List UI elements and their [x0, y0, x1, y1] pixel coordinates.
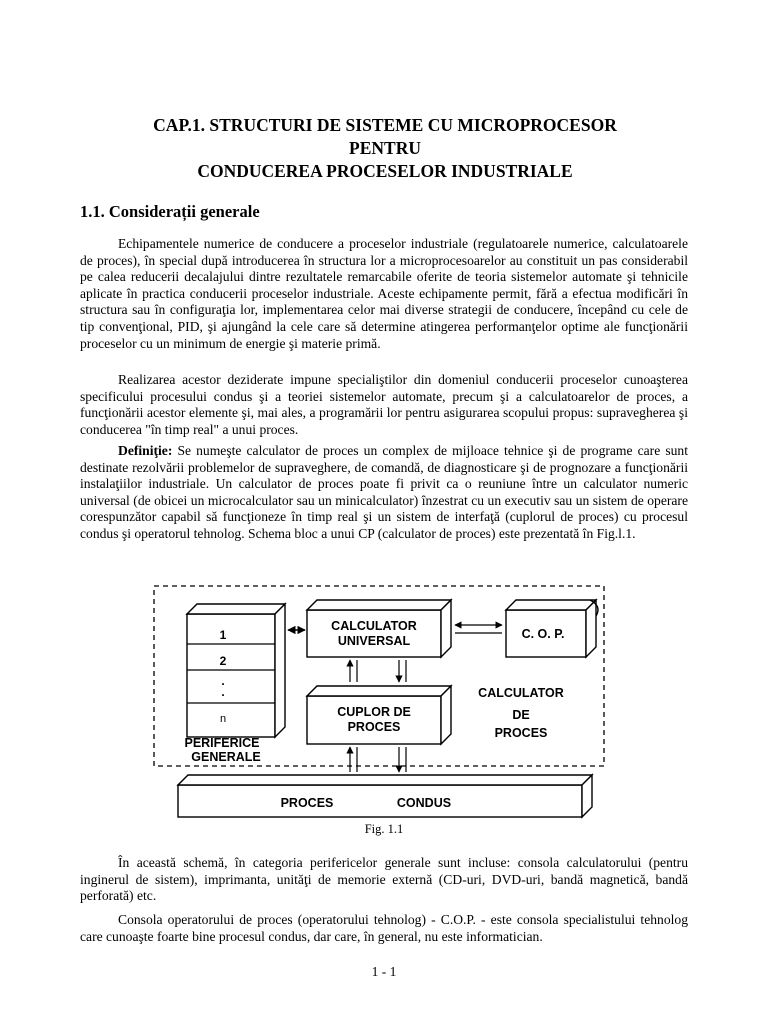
- cop-box: [506, 600, 598, 657]
- stack-label-n: n: [219, 713, 227, 725]
- block-diagram: [150, 578, 610, 823]
- peripherals-label-line1: PERIFERICE: [184, 736, 260, 750]
- calc-proces-line3: PROCES: [494, 726, 548, 740]
- proces-label: PROCES: [280, 796, 334, 810]
- chapter-title-line2: PENTRU: [349, 138, 421, 158]
- block-diagram-figure: [150, 578, 610, 823]
- chapter-title-line3: CONDUCEREA PROCESELOR INDUSTRIALE: [197, 161, 573, 181]
- section-heading: 1.1. Considerații generale: [80, 202, 260, 221]
- paragraph-4: În această schemă, în categoria perifericelor generale sunt incluse: consola calculatorului (pentru inginerul de sistem), imprimanta, unităţi de memorie externă (CD-uri, DVD-uri, bandă magnetică, bandă perforată) etc.: [80, 855, 688, 904]
- arrow-cuplor-proces: [350, 747, 406, 772]
- figure-caption: Fig. 1.1: [364, 822, 404, 836]
- peripherals-label-line2: GENERALE: [191, 750, 261, 764]
- chapter-title: [80, 114, 690, 183]
- stack-label-2: 2: [219, 654, 227, 668]
- stack-label-1: 1: [219, 628, 227, 642]
- paragraph-1: Echipamentele numerice de conducere a proceselor industriale (regulatoarele numerice, calculatoarele de proces), în special după introducerea în structura lor a microprocesoarelor au constituit un pas considerabil pe calea reducerii decalajului dintre rezultatele remarcabile oferite de teoria sistemelor automate şi tehnicile aplicate în practica conducerii proceselor industriale. Aceste echipamente permit, fără a efectua modificări în structura sau în configuraţia lor, implementarea celor mai diverse strategii de conducere, începând cu cele de tip convenţional, PID, şi ajungând la cele care să determine atingerea performanţelor optime ale funcţionării proceselor cu un minimum de energie şi materie primă.: [80, 236, 688, 351]
- cuplor-proces-box: [307, 686, 451, 744]
- calc-universal-line2: UNIVERSAL: [337, 634, 411, 648]
- definition-label: Definiţie:: [118, 443, 173, 458]
- calc-proces-line1: CALCULATOR: [478, 686, 564, 700]
- cop-label: C. O. P.: [521, 627, 565, 641]
- calc-universal-line1: CALCULATOR: [331, 619, 417, 633]
- stack-label-dot-2: .: [221, 685, 225, 699]
- chapter-title-line1: CAP.1. STRUCTURI DE SISTEME CU MICROPROCESOR: [153, 115, 617, 135]
- calc-proces-line2: DE: [512, 708, 530, 722]
- stack-label-dot-1: .: [221, 674, 225, 688]
- proces-condus-slab: [178, 775, 592, 817]
- definition-text: Se numeşte calculator de proces un complex de mijloace tehnice şi de programe care sunt destinate rezolvării problemelor de supraveghere, de comandă, de diagnosticare şi de prognozare a funcţionării instalaţiilor industriale. Un calculator de proces poate fi privit ca o reuniune între un calculator numeric universal (de obicei un microcalculator sau un minicalculator) înzestrat cu un executiv sau un sistem de operare corespunzător capabil să funcţioneze în timp real şi un sistem de interfaţă (cuplorul de proces) cu procesul condus şi operatorul tehnolog. Schema bloc a unui CP (calculator de proces) este prezentată în Fig.l.1.: [80, 443, 688, 541]
- paragraph-2: Realizarea acestor deziderate impune specialiştilor din domeniul conducerii proceselor cunoaşterea specificului procesului condus şi a teoriei sistemelor automate, precum şi a calculatoarelor de proces, a funcţionării acestor elemente şi, mai ales, a programării lor pentru asigurarea scopului propus: supravegherea şi conducerea "în timp real" a unui proces.: [80, 372, 688, 437]
- condus-label: CONDUS: [396, 796, 452, 810]
- cuplor-line2: PROCES: [347, 720, 401, 734]
- paragraph-definition: [80, 443, 688, 543]
- calculator-universal-box: [307, 600, 451, 657]
- arrow-universal-cop: [455, 625, 502, 633]
- cuplor-line1: CUPLOR DE: [337, 705, 411, 719]
- arrow-universal-cuplor: [350, 660, 406, 682]
- page-number: 1 - 1: [371, 964, 397, 979]
- peripherals-stack: [187, 604, 285, 737]
- paragraph-5: Consola operatorului de proces (operatorului tehnolog) - C.O.P. - este consola specialistului tehnolog care cunoaşte foarte bine procesul condus, dar care, în general, nu este informatician.: [80, 912, 688, 944]
